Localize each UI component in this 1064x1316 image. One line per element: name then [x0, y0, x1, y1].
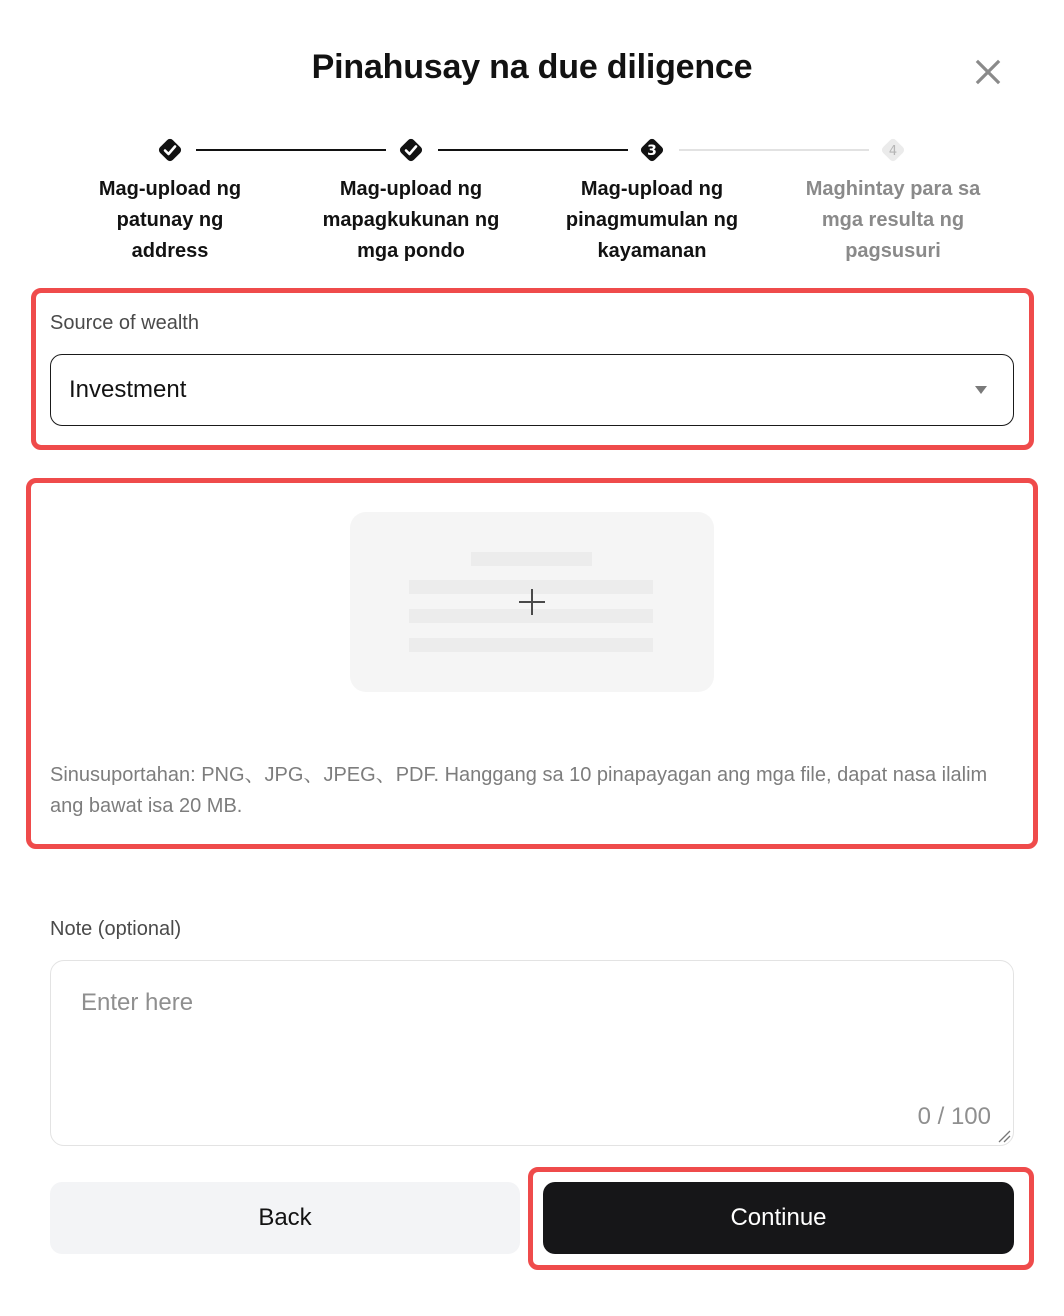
- dialog-title: Pinahusay na due diligence: [311, 48, 753, 86]
- character-counter: 0 / 100: [917, 1103, 991, 1130]
- placeholder-line: [409, 638, 653, 652]
- note-placeholder: Enter here: [81, 989, 194, 1016]
- caret-down-icon: [975, 386, 987, 394]
- continue-button[interactable]: Continue: [543, 1182, 1014, 1254]
- step-label: Mag-upload ng mapagkukunan ng mga pondo: [322, 178, 500, 262]
- placeholder-line: [471, 552, 592, 566]
- file-upload-dropzone[interactable]: [350, 512, 714, 692]
- note-label: Note (optional): [50, 918, 182, 940]
- progress-stepper: [50, 136, 1014, 266]
- step-label: Mag-upload ng patunay ng address: [98, 178, 242, 262]
- step-label: Maghintay para sa mga resulta ng pagsusuri: [805, 178, 981, 262]
- step-number-icon: [879, 136, 907, 164]
- source-of-wealth-select[interactable]: [50, 354, 1014, 426]
- check-icon: [156, 136, 184, 164]
- check-icon: [397, 136, 425, 164]
- step-connector: [679, 149, 869, 151]
- upload-hint-text: Sinusuportahan: PNG、JPG、JPEG、PDF. Hanggang sa 10 pinapayagan ang mga file, dapat nasa ilalim ang bawat isa 20 MB.: [50, 764, 988, 817]
- resize-handle-icon[interactable]: [997, 1129, 1011, 1143]
- close-icon: [975, 59, 1001, 85]
- source-of-wealth-label: Source of wealth: [50, 312, 199, 334]
- back-button[interactable]: Back: [50, 1182, 520, 1254]
- step-connector: [438, 149, 628, 151]
- selected-value: Investment: [69, 376, 187, 403]
- step-connector: [196, 149, 386, 151]
- note-textarea[interactable]: [50, 960, 1014, 1146]
- svg-text:3: 3: [647, 143, 657, 159]
- close-button[interactable]: [970, 54, 1006, 90]
- step-label: Mag-upload ng pinagmumulan ng kayamanan: [565, 178, 739, 262]
- step-number-icon: [638, 136, 666, 164]
- svg-text:4: 4: [888, 144, 898, 159]
- plus-icon: [518, 588, 546, 616]
